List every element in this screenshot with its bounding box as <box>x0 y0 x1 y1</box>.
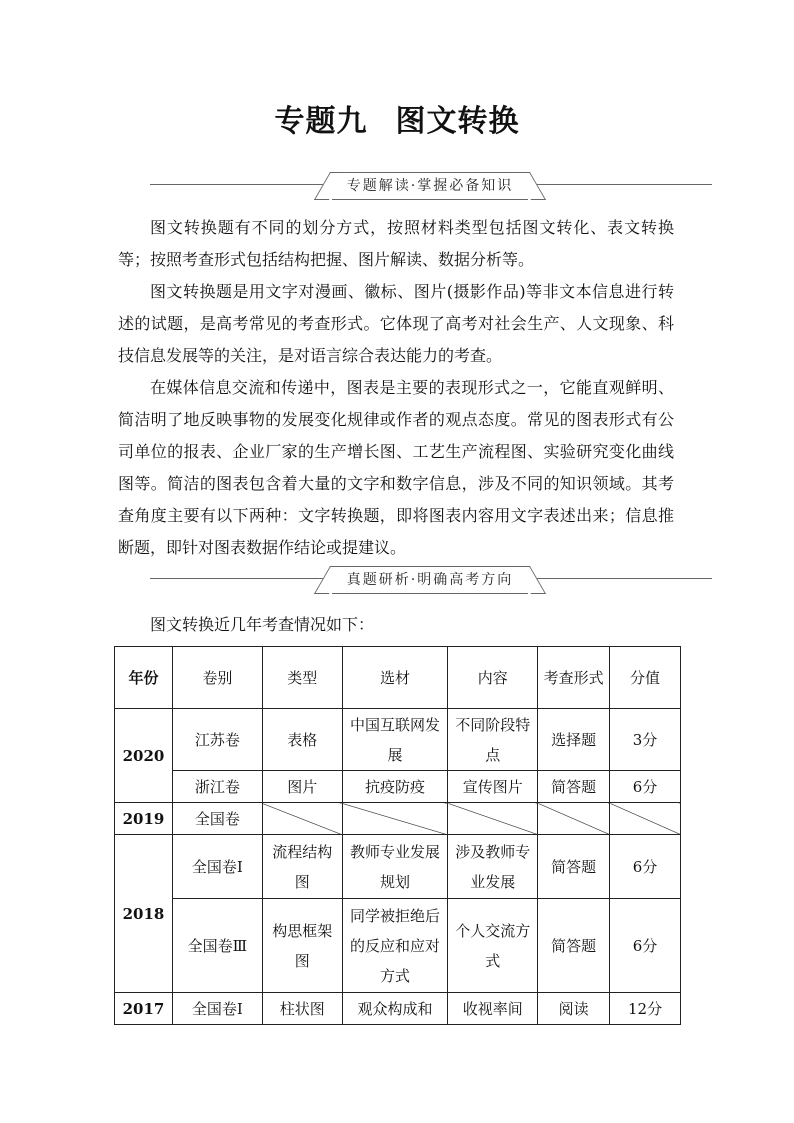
year-cell: 2017 <box>115 993 173 1025</box>
header-paper: 卷别 <box>172 647 262 709</box>
type-cell: 表格 <box>262 709 342 771</box>
empty-diagonal-cell <box>262 803 342 835</box>
paper-cell: 全国卷 <box>172 803 262 835</box>
type-cell: 流程结构图 <box>262 835 342 899</box>
content-cell: 宣传图片 <box>448 771 538 803</box>
section-banner-label: 专题解读·掌握必备知识 <box>332 172 528 200</box>
score-cell: 6分 <box>610 835 681 899</box>
score-cell: 12分 <box>610 993 681 1025</box>
table-row <box>115 771 681 803</box>
table-intro: 图文转换近几年考查情况如下： <box>150 615 375 634</box>
table-row <box>115 803 681 835</box>
form-cell: 简答题 <box>538 835 610 899</box>
header-type: 类型 <box>262 647 342 709</box>
form-cell: 简答题 <box>538 899 610 993</box>
header-year: 年份 <box>115 647 173 709</box>
score-cell: 6分 <box>610 771 681 803</box>
score-cell: 6分 <box>610 899 681 993</box>
year-cell: 2019 <box>115 803 173 835</box>
section-banner-exam-analysis <box>150 566 712 592</box>
empty-diagonal-cell <box>448 803 538 835</box>
empty-diagonal-cell <box>610 803 681 835</box>
exam-history-table <box>114 646 681 1025</box>
title-part-2: 图文转换 <box>395 104 520 139</box>
header-score: 分值 <box>610 647 681 709</box>
table-row <box>115 993 681 1025</box>
paragraph-2: 图文转换题是用文字对漫画、徽标、图片(摄影作品)等非文本信息进行转述的试题，是高考常见的考查形式。它体现了高考对社会生产、人文现象、科技信息发展等的关注，是对语言综合表达能力的考查。 <box>118 282 674 365</box>
score-cell: 3分 <box>610 709 681 771</box>
form-cell: 选择题 <box>538 709 610 771</box>
empty-diagonal-cell <box>538 803 610 835</box>
section-banner-label: 真题研析·明确高考方向 <box>332 566 528 594</box>
type-cell: 图片 <box>262 771 342 803</box>
content-cell: 不同阶段特点 <box>448 709 538 771</box>
content-cell: 个人交流方式 <box>448 899 538 993</box>
form-cell: 阅读 <box>538 993 610 1025</box>
form-cell: 简答题 <box>538 771 610 803</box>
header-form: 考查形式 <box>538 647 610 709</box>
section-banner-interpretation <box>150 172 712 198</box>
material-cell: 中国互联网发展 <box>342 709 448 771</box>
paper-cell: 全国卷Ⅰ <box>172 835 262 899</box>
paper-cell: 全国卷Ⅰ <box>172 993 262 1025</box>
empty-diagonal-cell <box>342 803 448 835</box>
table-row <box>115 709 681 771</box>
table-header-row <box>115 647 681 709</box>
paper-cell: 浙江卷 <box>172 771 262 803</box>
paper-cell: 全国卷Ⅲ <box>172 899 262 993</box>
header-material: 选材 <box>342 647 448 709</box>
year-cell: 2020 <box>115 709 173 803</box>
material-cell: 抗疫防疫 <box>342 771 448 803</box>
header-content: 内容 <box>448 647 538 709</box>
year-cell: 2018 <box>115 835 173 993</box>
paper-cell: 江苏卷 <box>172 709 262 771</box>
type-cell: 构思框架图 <box>262 899 342 993</box>
material-cell: 同学被拒绝后的反应和应对方式 <box>342 899 448 993</box>
content-cell: 收视率间 <box>448 993 538 1025</box>
page-title <box>0 96 794 140</box>
paragraph-1: 图文转换题有不同的划分方式，按照材料类型包括图文转化、表文转换等；按照考查形式包括结构把握、图片解读、数据分析等。 <box>118 218 674 269</box>
material-cell: 观众构成和 <box>342 993 448 1025</box>
material-cell: 教师专业发展规划 <box>342 835 448 899</box>
title-part-1: 专题九 <box>274 104 368 139</box>
paragraph-3: 在媒体信息交流和传递中，图表是主要的表现形式之一，它能直观鲜明、简洁明了地反映事物的发展变化规律或作者的观点态度。常见的图表形式有公司单位的报表、企业厂家的生产增长图、工艺生产流程图、实验研究变化曲线图等。简洁的图表包含着大量的文字和数字信息，涉及不同的知识领域。其考查角度主要有以下两种：文字转换题，即将图表内容用文字表述出来；信息推断题，即针对图表数据作结论或提建议。 <box>118 378 674 557</box>
type-cell: 柱状图 <box>262 993 342 1025</box>
content-cell: 涉及教师专业发展 <box>448 835 538 899</box>
table-row <box>115 835 681 899</box>
table-row <box>115 899 681 993</box>
